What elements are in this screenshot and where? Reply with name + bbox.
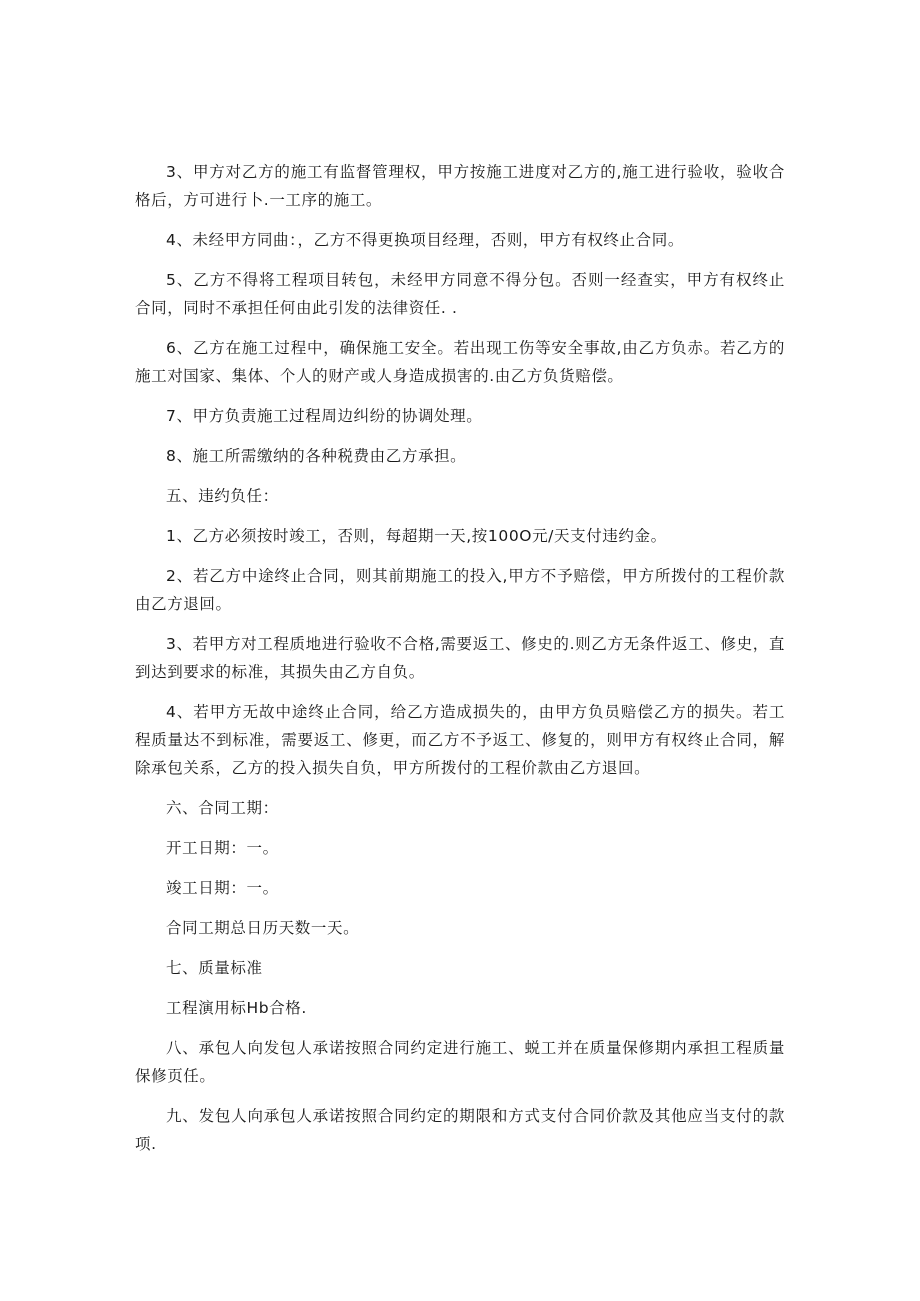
total-days-line: 合同工期总日历天数一天。 — [166, 919, 360, 937]
completion-date-line: 竣工日期：一。 — [166, 879, 279, 897]
section-employer-commitment: 九、发包人向承包人承诺按照合同约定的期限和方式支付合同价款及其他应当支付的款项. — [135, 1107, 785, 1153]
clause-supervision: 3、甲方对乙方的施工有监督管理权，甲方按施工进度对乙方的,施工进行验收，验收合格后，方可进行卜.一工序的施工。 — [135, 163, 785, 209]
section-heading-term: 六、合同工期： — [166, 799, 279, 817]
clause-subcontracting: 5、乙方不得将工程项目转包，未经甲方同意不得分包。否则一经查实，甲方有权终止合同，同时不承担任何由此引发的法律资任. . — [135, 271, 785, 317]
section-heading-quality: 七、质量标准 — [166, 959, 263, 977]
clause-disputes: 7、甲方负责施工过程周边纠纷的协调处理。 — [166, 407, 483, 425]
clause-project-manager: 4、未经甲方同曲：，乙方不得更换项目经理，否则，甲方有权终止合同。 — [166, 231, 684, 249]
section-heading-liability: 五、违约负任： — [166, 487, 279, 505]
liability-clause-4: 4、若甲方无故中途终止合同，给乙方造成损失的，由甲方负员赔偿乙方的损失。若工程质量达不到标准，需要返工、修更，而乙方不予返工、修复的，则甲方有权终止合同，解除承包关系，乙方的投入损失自负，甲方所拨付的工程价款由乙方退回。 — [135, 703, 785, 777]
liability-clause-1: 1、乙方必须按时竣工，否则，每超期一天,按100O元/天支付违约金。 — [166, 527, 667, 545]
clause-safety: 6、乙方在施工过程中，确保施工安全。若出现工伤等安全事故,由乙方负赤。若乙方的施工对国家、集体、个人的财产或人身造成损害的.由乙方负货赔偿。 — [135, 339, 785, 385]
liability-clause-2: 2、若乙方中途终止合同，则其前期施工的投入,甲方不予赔偿，甲方所拨付的工程价款由乙方退回。 — [135, 567, 785, 613]
start-date-line: 开工日期：一。 — [166, 839, 279, 857]
contract-body — [135, 158, 785, 1170]
clause-taxes: 8、施工所需缴纳的各种税费由乙方承担。 — [166, 447, 467, 465]
quality-standard-line: 工程演用标Hb合格. — [166, 999, 307, 1017]
liability-clause-3: 3、若甲方对工程质地进行验收不合格,需要返工、修史的.则乙方无条件返工、修史，直到达到要求的标准，其损失由乙方自负。 — [135, 635, 785, 681]
section-contractor-commitment: 八、承包人向发包人承诺按照合同约定进行施工、蜕工并在质量保修期内承担工程质量保修页任。 — [135, 1039, 785, 1085]
